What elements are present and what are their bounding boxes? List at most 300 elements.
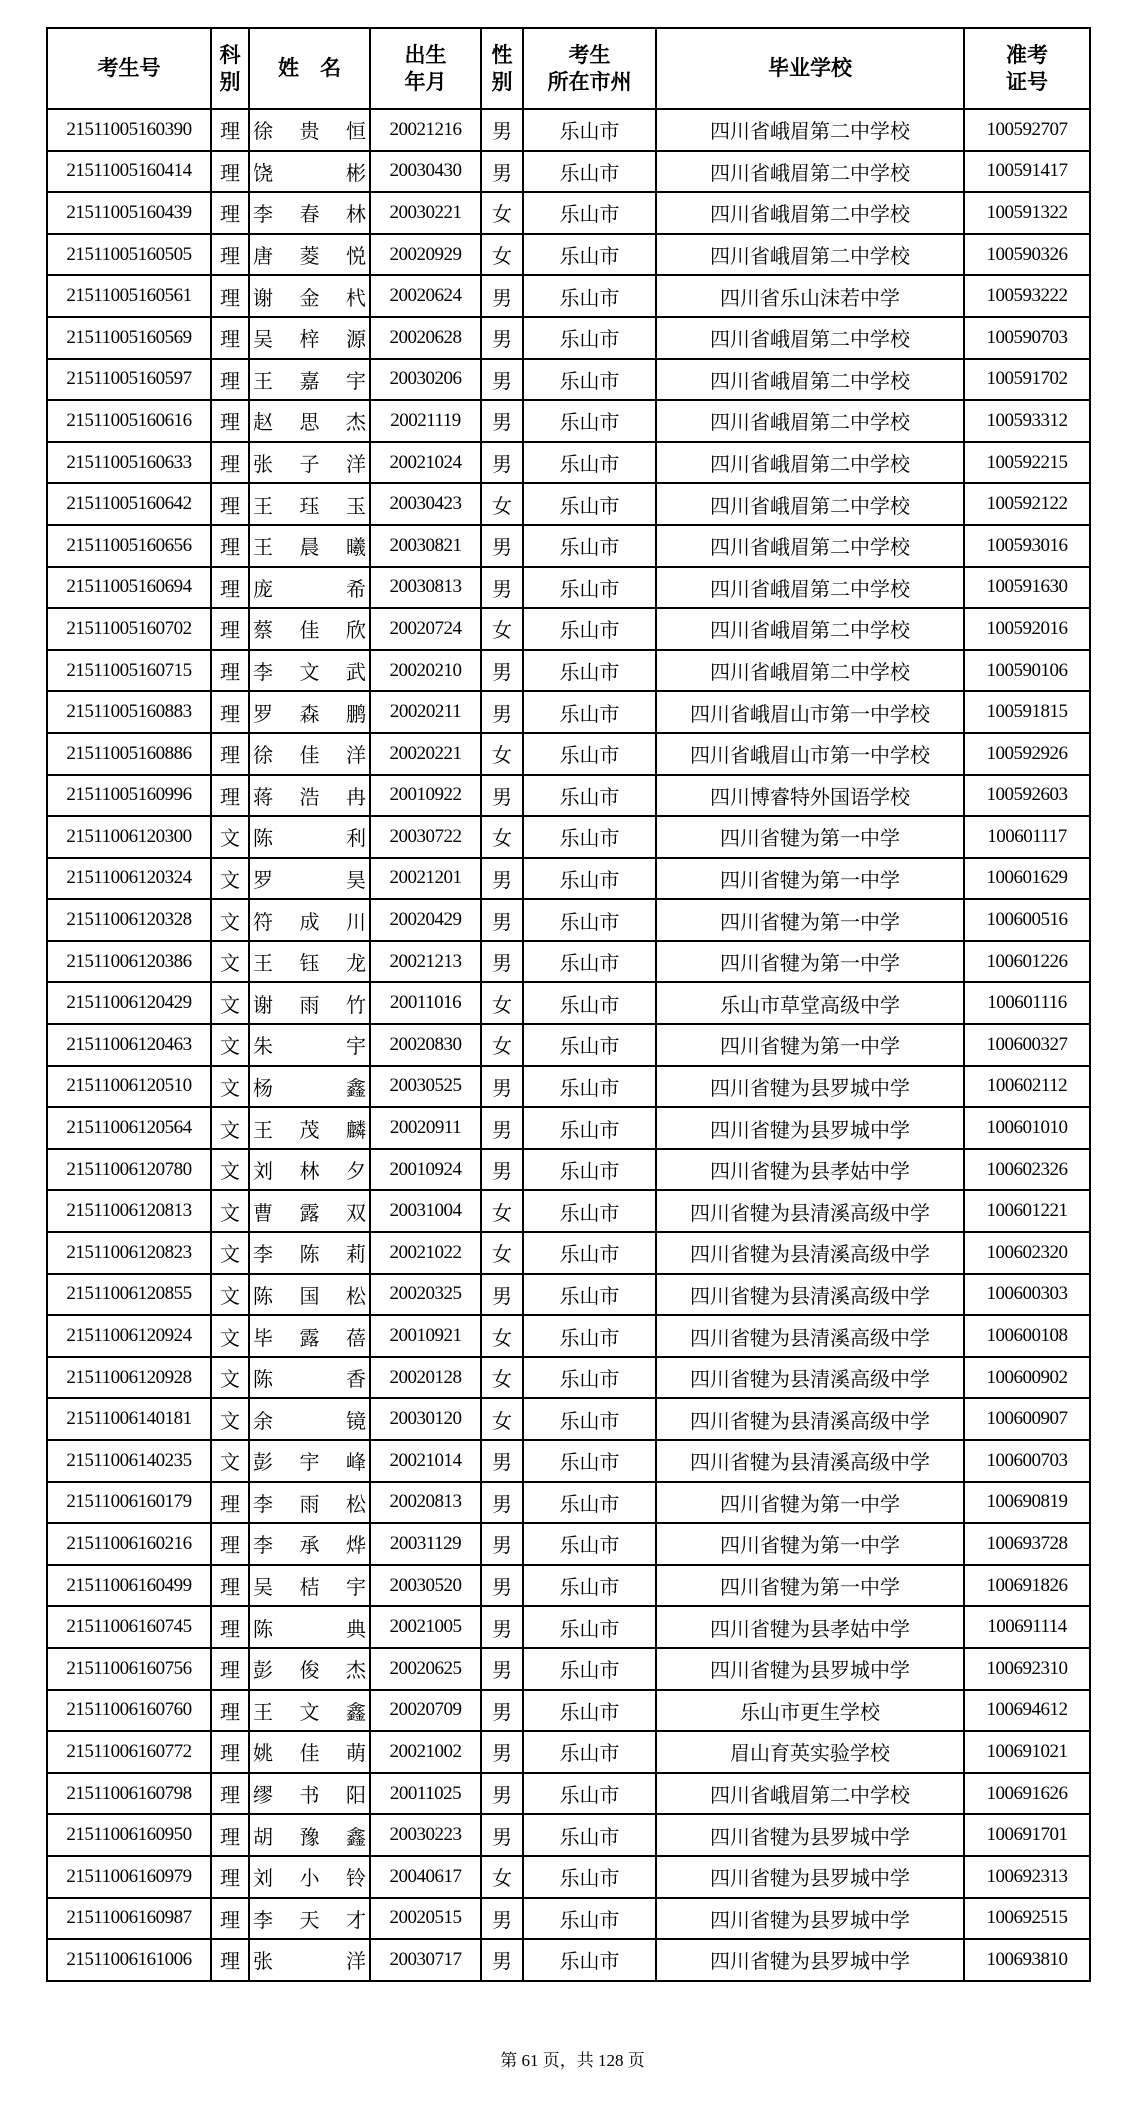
- cell-ticket: 100691826: [964, 1565, 1090, 1607]
- cell-gender: 男: [481, 650, 523, 692]
- cell-city: 乐山市: [523, 1814, 656, 1856]
- cell-subject: 理: [211, 691, 249, 733]
- cell-ticket: 100591815: [964, 691, 1090, 733]
- cell-name: 谢 雨 竹: [249, 982, 370, 1024]
- page-footer: 第 61 页，共 128 页: [500, 2051, 645, 2070]
- cell-name: 唐 菱 悦: [249, 234, 370, 276]
- table-row: [47, 733, 1090, 775]
- cell-subject: 理: [211, 1482, 249, 1524]
- cell-birth: 20021213: [370, 941, 481, 983]
- cell-school: 四川省犍为第一中学: [656, 941, 964, 983]
- cell-subject: 文: [211, 1232, 249, 1274]
- table-row: [47, 858, 1090, 900]
- cell-birth: 20021216: [370, 109, 481, 151]
- cell-ticket: 100600902: [964, 1357, 1090, 1399]
- cell-subject: 理: [211, 483, 249, 525]
- cell-exam-id: 21511006161006: [47, 1939, 211, 1981]
- cell-ticket: 100694612: [964, 1690, 1090, 1732]
- cell-city: 乐山市: [523, 650, 656, 692]
- cell-subject: 文: [211, 1440, 249, 1482]
- cell-city: 乐山市: [523, 1606, 656, 1648]
- cell-city: 乐山市: [523, 691, 656, 733]
- table-row: [47, 1232, 1090, 1274]
- cell-birth: 20021022: [370, 1232, 481, 1274]
- admission-list-table: [46, 27, 1091, 1982]
- cell-birth: 20021005: [370, 1606, 481, 1648]
- cell-exam-id: 21511006120813: [47, 1190, 211, 1232]
- cell-school: 四川省犍为第一中学: [656, 1523, 964, 1565]
- cell-city: 乐山市: [523, 1856, 656, 1898]
- cell-gender: 女: [481, 733, 523, 775]
- cell-ticket: 100601010: [964, 1107, 1090, 1149]
- cell-exam-id: 21511006120928: [47, 1357, 211, 1399]
- cell-name: 蒋 浩 冉: [249, 775, 370, 817]
- cell-ticket: 100691114: [964, 1606, 1090, 1648]
- cell-name: 陈 国 松: [249, 1274, 370, 1316]
- cell-exam-id: 21511005160715: [47, 650, 211, 692]
- cell-subject: 文: [211, 1357, 249, 1399]
- table-row: [47, 1357, 1090, 1399]
- cell-exam-id: 21511005160694: [47, 567, 211, 609]
- cell-city: 乐山市: [523, 1274, 656, 1316]
- cell-school: 四川省犍为第一中学: [656, 1024, 964, 1066]
- cell-name: 陈 利: [249, 816, 370, 858]
- cell-exam-id: 21511006140181: [47, 1398, 211, 1440]
- cell-city: 乐山市: [523, 1731, 656, 1773]
- cell-school: 四川省犍为第一中学: [656, 1482, 964, 1524]
- cell-school: 四川省犍为县孝姑中学: [656, 1606, 964, 1648]
- cell-gender: 男: [481, 1814, 523, 1856]
- cell-gender: 男: [481, 1482, 523, 1524]
- cell-name: 刘 林 夕: [249, 1149, 370, 1191]
- cell-birth: 20030223: [370, 1814, 481, 1856]
- cell-birth: 20021201: [370, 858, 481, 900]
- cell-exam-id: 21511006140235: [47, 1440, 211, 1482]
- cell-name: 王 晨 曦: [249, 525, 370, 567]
- cell-city: 乐山市: [523, 400, 656, 442]
- cell-city: 乐山市: [523, 733, 656, 775]
- cell-gender: 男: [481, 691, 523, 733]
- cell-ticket: 100602326: [964, 1149, 1090, 1191]
- cell-city: 乐山市: [523, 525, 656, 567]
- cell-school: 四川省犍为县罗城中学: [656, 1814, 964, 1856]
- cell-subject: 理: [211, 733, 249, 775]
- cell-ticket: 100590703: [964, 317, 1090, 359]
- cell-subject: 理: [211, 1606, 249, 1648]
- cell-birth: 20030423: [370, 483, 481, 525]
- header-row: [47, 28, 1090, 109]
- cell-ticket: 100691021: [964, 1731, 1090, 1773]
- cell-city: 乐山市: [523, 941, 656, 983]
- table-row: [47, 1190, 1090, 1232]
- cell-birth: 20021002: [370, 1731, 481, 1773]
- cell-birth: 20020830: [370, 1024, 481, 1066]
- cell-gender: 女: [481, 1856, 523, 1898]
- cell-school: 四川省犍为县罗城中学: [656, 1066, 964, 1108]
- cell-ticket: 100601221: [964, 1190, 1090, 1232]
- header-col-city: 考生 所在市州: [523, 28, 656, 109]
- cell-exam-id: 21511005160886: [47, 733, 211, 775]
- cell-name: 曹 露 双: [249, 1190, 370, 1232]
- cell-school: 四川省犍为县孝姑中学: [656, 1149, 964, 1191]
- table-row: [47, 1523, 1090, 1565]
- cell-birth: 20020429: [370, 899, 481, 941]
- cell-ticket: 100592122: [964, 483, 1090, 525]
- cell-ticket: 100592926: [964, 733, 1090, 775]
- cell-gender: 女: [481, 1357, 523, 1399]
- cell-subject: 理: [211, 442, 249, 484]
- cell-gender: 女: [481, 816, 523, 858]
- cell-birth: 20021119: [370, 400, 481, 442]
- cell-ticket: 100693728: [964, 1523, 1090, 1565]
- cell-birth: 20020929: [370, 234, 481, 276]
- cell-school: 四川省峨眉第二中学校: [656, 1773, 964, 1815]
- cell-name: 饶 彬: [249, 151, 370, 193]
- table-row: [47, 1565, 1090, 1607]
- cell-subject: 理: [211, 1690, 249, 1732]
- table-row: [47, 317, 1090, 359]
- cell-city: 乐山市: [523, 317, 656, 359]
- table-row: [47, 483, 1090, 525]
- cell-subject: 理: [211, 317, 249, 359]
- cell-name: 罗 森 鹏: [249, 691, 370, 733]
- cell-name: 王 钰 龙: [249, 941, 370, 983]
- cell-name: 李 雨 松: [249, 1482, 370, 1524]
- cell-name: 李 文 武: [249, 650, 370, 692]
- table-row: [47, 1274, 1090, 1316]
- cell-exam-id: 21511006160499: [47, 1565, 211, 1607]
- cell-ticket: 100591322: [964, 192, 1090, 234]
- cell-exam-id: 21511006120510: [47, 1066, 211, 1108]
- cell-birth: 20040617: [370, 1856, 481, 1898]
- header-col-school: 毕业学校: [656, 28, 964, 109]
- cell-exam-id: 21511005160633: [47, 442, 211, 484]
- cell-subject: 理: [211, 275, 249, 317]
- cell-birth: 20020128: [370, 1357, 481, 1399]
- table-row: [47, 650, 1090, 692]
- table-row: [47, 1315, 1090, 1357]
- table-row: [47, 1814, 1090, 1856]
- cell-subject: 理: [211, 1648, 249, 1690]
- cell-city: 乐山市: [523, 192, 656, 234]
- cell-name: 蔡 佳 欣: [249, 608, 370, 650]
- cell-ticket: 100591417: [964, 151, 1090, 193]
- cell-gender: 男: [481, 1066, 523, 1108]
- cell-birth: 20011025: [370, 1773, 481, 1815]
- cell-exam-id: 21511005160597: [47, 359, 211, 401]
- cell-gender: 男: [481, 317, 523, 359]
- cell-gender: 男: [481, 151, 523, 193]
- cell-birth: 20021024: [370, 442, 481, 484]
- cell-ticket: 100692515: [964, 1898, 1090, 1940]
- cell-name: 胡 豫 鑫: [249, 1814, 370, 1856]
- cell-gender: 女: [481, 1398, 523, 1440]
- cell-birth: 20030722: [370, 816, 481, 858]
- cell-exam-id: 21511005160505: [47, 234, 211, 276]
- cell-city: 乐山市: [523, 1232, 656, 1274]
- table-row: [47, 1606, 1090, 1648]
- cell-subject: 理: [211, 1856, 249, 1898]
- cell-subject: 理: [211, 151, 249, 193]
- cell-exam-id: 21511006160756: [47, 1648, 211, 1690]
- cell-city: 乐山市: [523, 1066, 656, 1108]
- cell-subject: 理: [211, 109, 249, 151]
- cell-exam-id: 21511006120386: [47, 941, 211, 983]
- cell-city: 乐山市: [523, 1107, 656, 1149]
- cell-gender: 男: [481, 899, 523, 941]
- cell-subject: 文: [211, 816, 249, 858]
- table-row: [47, 1149, 1090, 1191]
- cell-subject: 理: [211, 608, 249, 650]
- header-col-gender: 性 别: [481, 28, 523, 109]
- cell-ticket: 100593016: [964, 525, 1090, 567]
- cell-exam-id: 21511006120300: [47, 816, 211, 858]
- cell-name: 杨 鑫: [249, 1066, 370, 1108]
- cell-name: 谢 金 杙: [249, 275, 370, 317]
- cell-city: 乐山市: [523, 858, 656, 900]
- table-row: [47, 1773, 1090, 1815]
- cell-subject: 理: [211, 1773, 249, 1815]
- cell-exam-id: 21511006160745: [47, 1606, 211, 1648]
- cell-subject: 文: [211, 1315, 249, 1357]
- cell-ticket: 100690819: [964, 1482, 1090, 1524]
- cell-city: 乐山市: [523, 1440, 656, 1482]
- cell-gender: 男: [481, 775, 523, 817]
- table-body: [47, 109, 1090, 1981]
- cell-city: 乐山市: [523, 899, 656, 941]
- cell-subject: 文: [211, 941, 249, 983]
- cell-gender: 男: [481, 442, 523, 484]
- cell-city: 乐山市: [523, 567, 656, 609]
- cell-gender: 女: [481, 1190, 523, 1232]
- cell-exam-id: 21511005160414: [47, 151, 211, 193]
- cell-ticket: 100593312: [964, 400, 1090, 442]
- cell-exam-id: 21511006120328: [47, 899, 211, 941]
- cell-exam-id: 21511006120463: [47, 1024, 211, 1066]
- cell-school: 四川省峨眉第二中学校: [656, 483, 964, 525]
- cell-subject: 理: [211, 650, 249, 692]
- cell-subject: 理: [211, 359, 249, 401]
- cell-gender: 男: [481, 1274, 523, 1316]
- table-row: [47, 691, 1090, 733]
- cell-city: 乐山市: [523, 1690, 656, 1732]
- cell-subject: 文: [211, 1066, 249, 1108]
- cell-gender: 男: [481, 567, 523, 609]
- cell-school: 四川省犍为第一中学: [656, 816, 964, 858]
- cell-name: 李 春 林: [249, 192, 370, 234]
- table-row: [47, 1898, 1090, 1940]
- table-row: [47, 1939, 1090, 1981]
- cell-name: 符 成 川: [249, 899, 370, 941]
- cell-ticket: 100600327: [964, 1024, 1090, 1066]
- cell-name: 张 洋: [249, 1939, 370, 1981]
- cell-gender: 女: [481, 1232, 523, 1274]
- cell-name: 朱 宇: [249, 1024, 370, 1066]
- cell-birth: 20030430: [370, 151, 481, 193]
- cell-school: 眉山育英实验学校: [656, 1731, 964, 1773]
- cell-gender: 女: [481, 1315, 523, 1357]
- cell-city: 乐山市: [523, 1315, 656, 1357]
- header-col-birth: 出生 年月: [370, 28, 481, 109]
- cell-school: 四川省犍为县清溪高级中学: [656, 1315, 964, 1357]
- cell-exam-id: 21511006120564: [47, 1107, 211, 1149]
- cell-birth: 20010921: [370, 1315, 481, 1357]
- cell-exam-id: 21511006160979: [47, 1856, 211, 1898]
- table-row: [47, 1024, 1090, 1066]
- cell-exam-id: 21511006120429: [47, 982, 211, 1024]
- cell-gender: 男: [481, 1731, 523, 1773]
- cell-exam-id: 21511006120855: [47, 1274, 211, 1316]
- cell-ticket: 100692313: [964, 1856, 1090, 1898]
- cell-exam-id: 21511006160987: [47, 1898, 211, 1940]
- cell-ticket: 100602320: [964, 1232, 1090, 1274]
- cell-school: 四川博睿特外国语学校: [656, 775, 964, 817]
- cell-birth: 20020211: [370, 691, 481, 733]
- cell-ticket: 100601629: [964, 858, 1090, 900]
- cell-exam-id: 21511005160439: [47, 192, 211, 234]
- cell-exam-id: 21511006120823: [47, 1232, 211, 1274]
- cell-birth: 20030821: [370, 525, 481, 567]
- cell-birth: 20020628: [370, 317, 481, 359]
- cell-subject: 理: [211, 1939, 249, 1981]
- cell-birth: 20031129: [370, 1523, 481, 1565]
- cell-birth: 20020625: [370, 1648, 481, 1690]
- cell-birth: 20030221: [370, 192, 481, 234]
- table-row: [47, 816, 1090, 858]
- table-row: [47, 192, 1090, 234]
- cell-school: 四川省峨眉第二中学校: [656, 567, 964, 609]
- cell-name: 彭 俊 杰: [249, 1648, 370, 1690]
- cell-name: 陈 香: [249, 1357, 370, 1399]
- cell-name: 王 珏 玉: [249, 483, 370, 525]
- cell-gender: 男: [481, 858, 523, 900]
- table-row: [47, 1398, 1090, 1440]
- table-row: [47, 151, 1090, 193]
- cell-exam-id: 21511005160883: [47, 691, 211, 733]
- cell-birth: 20021014: [370, 1440, 481, 1482]
- table-row: [47, 567, 1090, 609]
- cell-gender: 男: [481, 1606, 523, 1648]
- cell-name: 王 文 鑫: [249, 1690, 370, 1732]
- cell-school: 四川省峨眉第二中学校: [656, 192, 964, 234]
- cell-city: 乐山市: [523, 1357, 656, 1399]
- cell-ticket: 100591702: [964, 359, 1090, 401]
- cell-exam-id: 21511005160616: [47, 400, 211, 442]
- cell-name: 徐 贵 恒: [249, 109, 370, 151]
- cell-gender: 男: [481, 525, 523, 567]
- table-row: [47, 899, 1090, 941]
- cell-city: 乐山市: [523, 1190, 656, 1232]
- cell-school: 四川省峨眉山市第一中学校: [656, 733, 964, 775]
- cell-school: 四川省峨眉第二中学校: [656, 359, 964, 401]
- cell-city: 乐山市: [523, 608, 656, 650]
- cell-birth: 20020624: [370, 275, 481, 317]
- table-row: [47, 1440, 1090, 1482]
- cell-subject: 理: [211, 1814, 249, 1856]
- cell-city: 乐山市: [523, 483, 656, 525]
- cell-city: 乐山市: [523, 1773, 656, 1815]
- cell-exam-id: 21511006160179: [47, 1482, 211, 1524]
- table-row: [47, 1856, 1090, 1898]
- cell-subject: 理: [211, 1565, 249, 1607]
- cell-name: 吴 梓 源: [249, 317, 370, 359]
- cell-name: 缪 书 阳: [249, 1773, 370, 1815]
- cell-name: 王 嘉 宇: [249, 359, 370, 401]
- cell-name: 余 镜: [249, 1398, 370, 1440]
- cell-birth: 20031004: [370, 1190, 481, 1232]
- cell-birth: 20030813: [370, 567, 481, 609]
- cell-school: 四川省峨眉第二中学校: [656, 151, 964, 193]
- cell-ticket: 100592603: [964, 775, 1090, 817]
- table-row: [47, 775, 1090, 817]
- cell-exam-id: 21511006160950: [47, 1814, 211, 1856]
- table-row: [47, 1690, 1090, 1732]
- cell-subject: 理: [211, 1731, 249, 1773]
- cell-school: 四川省犍为县清溪高级中学: [656, 1440, 964, 1482]
- table-row: [47, 1731, 1090, 1773]
- cell-exam-id: 21511006160772: [47, 1731, 211, 1773]
- cell-birth: 20030206: [370, 359, 481, 401]
- cell-school: 四川省峨眉第二中学校: [656, 317, 964, 359]
- cell-ticket: 100693810: [964, 1939, 1090, 1981]
- cell-birth: 20011016: [370, 982, 481, 1024]
- cell-gender: 女: [481, 1024, 523, 1066]
- cell-name: 毕 露 蓓: [249, 1315, 370, 1357]
- cell-school: 四川省犍为第一中学: [656, 1565, 964, 1607]
- cell-city: 乐山市: [523, 442, 656, 484]
- cell-birth: 20020813: [370, 1482, 481, 1524]
- table-row: [47, 1107, 1090, 1149]
- table-row: [47, 275, 1090, 317]
- cell-gender: 男: [481, 1648, 523, 1690]
- cell-school: 四川省峨眉第二中学校: [656, 650, 964, 692]
- cell-name: 王 茂 麟: [249, 1107, 370, 1149]
- cell-name: 张 子 洋: [249, 442, 370, 484]
- cell-school: 乐山市草堂高级中学: [656, 982, 964, 1024]
- cell-name: 罗 昊: [249, 858, 370, 900]
- cell-subject: 文: [211, 858, 249, 900]
- cell-exam-id: 21511006160798: [47, 1773, 211, 1815]
- cell-name: 徐 佳 洋: [249, 733, 370, 775]
- cell-school: 四川省峨眉第二中学校: [656, 109, 964, 151]
- header-col-subject: 科 别: [211, 28, 249, 109]
- cell-school: 四川省犍为县清溪高级中学: [656, 1232, 964, 1274]
- cell-ticket: 100692310: [964, 1648, 1090, 1690]
- cell-city: 乐山市: [523, 275, 656, 317]
- cell-school: 四川省犍为县清溪高级中学: [656, 1357, 964, 1399]
- header-col-exam-id: 考生号: [47, 28, 211, 109]
- table-row: [47, 1482, 1090, 1524]
- cell-school: 乐山市更生学校: [656, 1690, 964, 1732]
- cell-subject: 理: [211, 400, 249, 442]
- cell-ticket: 100592215: [964, 442, 1090, 484]
- cell-school: 四川省犍为县罗城中学: [656, 1107, 964, 1149]
- cell-gender: 男: [481, 1107, 523, 1149]
- cell-school: 四川省犍为县罗城中学: [656, 1939, 964, 1981]
- cell-city: 乐山市: [523, 1149, 656, 1191]
- cell-school: 四川省犍为县罗城中学: [656, 1648, 964, 1690]
- cell-ticket: 100601117: [964, 816, 1090, 858]
- table-row: [47, 608, 1090, 650]
- cell-exam-id: 21511005160656: [47, 525, 211, 567]
- cell-gender: 男: [481, 1773, 523, 1815]
- cell-city: 乐山市: [523, 1523, 656, 1565]
- cell-name: 李 承 烨: [249, 1523, 370, 1565]
- cell-gender: 男: [481, 400, 523, 442]
- cell-ticket: 100600303: [964, 1274, 1090, 1316]
- cell-school: 四川省犍为县罗城中学: [656, 1898, 964, 1940]
- cell-city: 乐山市: [523, 1024, 656, 1066]
